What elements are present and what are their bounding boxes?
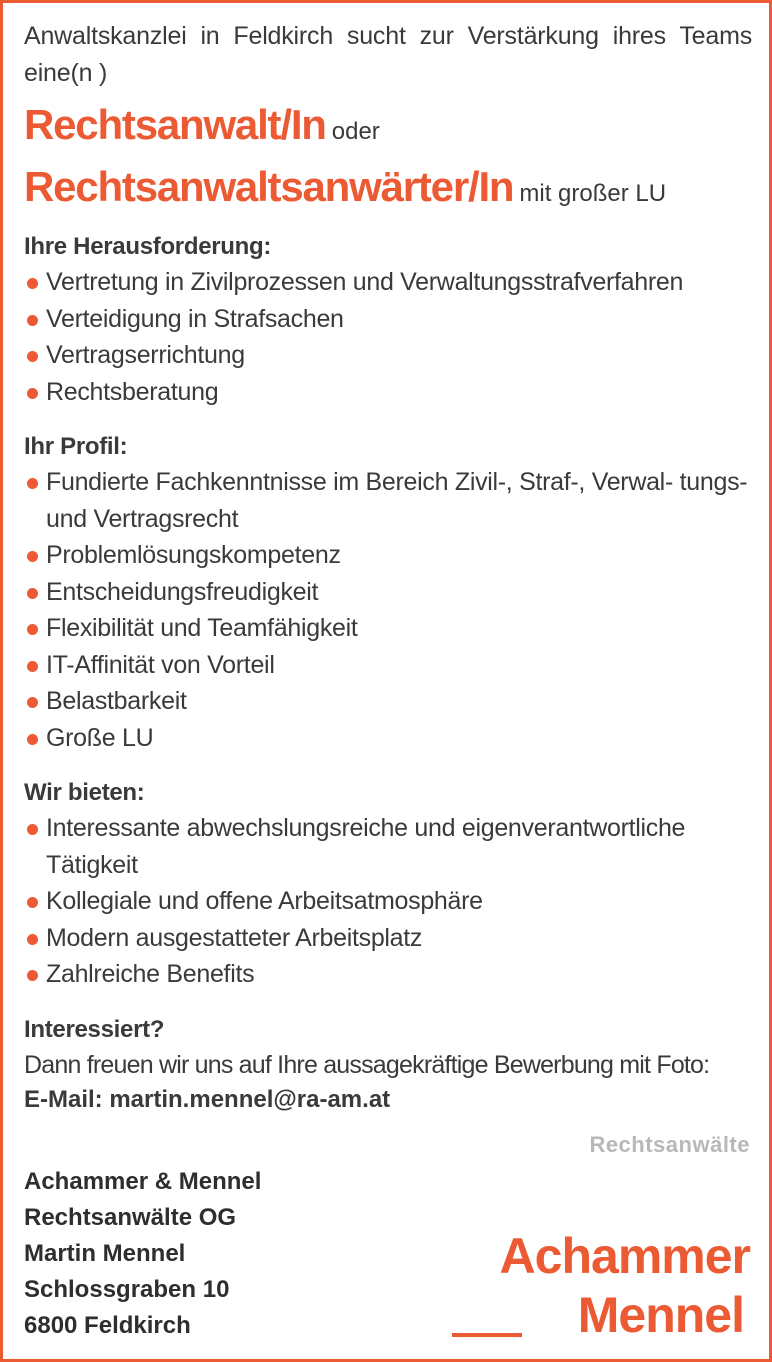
job-title-2-suffix: mit großer LU (519, 180, 667, 207)
company-address (24, 1164, 261, 1344)
list-item: Rechtsberatung (24, 374, 752, 411)
address-line: 6800 Feldkirch (24, 1312, 191, 1339)
list-item: Interessante abwechslungsreiche und eigenverantwortliche Tätigkeit (24, 810, 752, 883)
list-item: Belastbarkeit (24, 683, 752, 720)
job-title-2: Rechtsanwaltsanwärter/In (24, 163, 514, 210)
list-item: Problemlösungskompetenz (24, 537, 752, 574)
list-item: IT-Affinität von Vorteil (24, 647, 752, 684)
contact-text: Dann freuen wir uns auf Ihre aussagekräftige Bewerbung mit Foto: (24, 1050, 710, 1079)
address-line: Achammer & Mennel (24, 1168, 262, 1195)
title-line-2 (24, 162, 752, 222)
list-item: Zahlreiche Benefits (24, 956, 752, 993)
list-item: Flexibilität und Teamfähigkeit (24, 610, 752, 647)
list-item: Verteidigung in Strafsachen (24, 301, 752, 338)
list-item: Vertretung in Zivilprozessen und Verwaltungsstrafverfahren (24, 264, 752, 301)
job-ad-content (24, 18, 752, 1117)
logo-dash (452, 1333, 522, 1337)
logo-name-line-2: Mennel (577, 1287, 744, 1343)
email-link[interactable]: E-Mail: martin.mennel@ra-am.at (24, 1085, 391, 1113)
job-title-1-suffix: oder (331, 118, 380, 145)
logo-tagline: Rechtsanwälte (589, 1132, 750, 1157)
logo-name-line-1: Achammer (499, 1228, 750, 1284)
address-line: Rechtsanwälte OG (24, 1204, 237, 1231)
address-line: Martin Mennel (24, 1240, 186, 1267)
challenge-heading: Ihre Herausforderung: (24, 233, 272, 260)
offer-list (24, 810, 752, 993)
challenge-list (24, 264, 752, 410)
profile-heading: Ihr Profil: (24, 433, 128, 460)
offer-heading: Wir bieten: (24, 779, 145, 806)
list-item: Fundierte Fachkenntnisse im Bereich Zivil-, Straf-, Verwal- tungs- und Vertragsrecht (24, 464, 752, 537)
list-item: Große LU (24, 720, 752, 757)
list-item: Modern ausgestatteter Arbeitsplatz (24, 920, 752, 957)
address-line: Schlossgraben 10 (24, 1276, 230, 1303)
list-item: Entscheidungsfreudigkeit (24, 574, 752, 611)
list-item: Vertragserrichtung (24, 337, 752, 374)
intro-text: Anwaltskanzlei in Feldkirch sucht zur Verstärkung ihres Teams eine(n ) (24, 22, 752, 87)
list-item: Kollegiale und offene Arbeitsatmosphäre (24, 883, 752, 920)
contact-heading: Interessiert? (24, 1015, 165, 1043)
title-line-1 (24, 100, 752, 160)
job-title-1: Rechtsanwalt/In (24, 101, 326, 148)
profile-list (24, 464, 752, 756)
